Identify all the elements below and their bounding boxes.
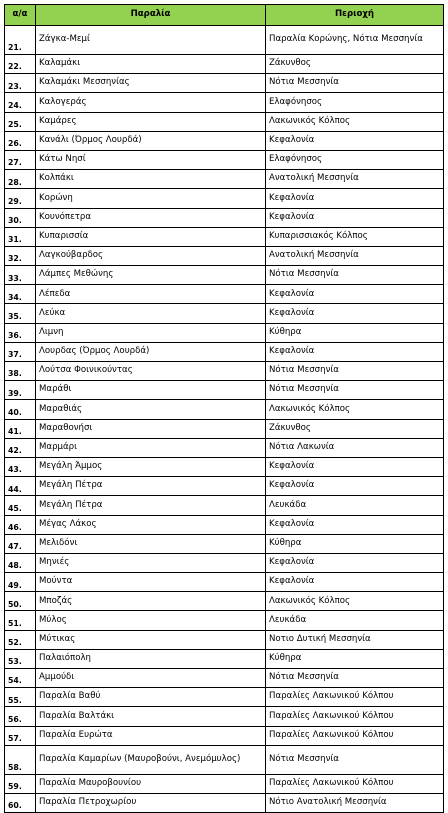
table-row (5, 688, 444, 707)
beach-name: Μύτικας (36, 630, 266, 649)
region-name: Ανατολική Μεσσηνία (266, 170, 444, 189)
table-row (5, 630, 444, 649)
table-row (5, 400, 444, 419)
beach-name: Παραλία Βαλτάκι (36, 707, 266, 726)
table-row (5, 438, 444, 457)
region-name: Νότια Μεσσηνία (266, 362, 444, 381)
beach-name: Μεγάλη Πέτρα (36, 477, 266, 496)
region-name: Νότια Μεσσηνία (266, 669, 444, 688)
row-number: 34. (5, 285, 36, 304)
beach-name: Καλογεράς (36, 93, 266, 112)
region-name: Λακωνικός Κόλπος (266, 112, 444, 131)
table-row (5, 496, 444, 515)
beach-name: Καλαμάκι (36, 55, 266, 74)
region-name: Λακωνικός Κόλπος (266, 400, 444, 419)
table-row (5, 131, 444, 150)
beach-name: Μαράθι (36, 381, 266, 400)
row-number: 51. (5, 611, 36, 630)
table-row (5, 745, 444, 774)
region-name: Κύθηρα (266, 649, 444, 668)
beach-name: Μελιδόνι (36, 534, 266, 553)
beach-name: Μούντα (36, 573, 266, 592)
table-row (5, 170, 444, 189)
table-row (5, 477, 444, 496)
row-number: 43. (5, 457, 36, 476)
table-row (5, 611, 444, 630)
beach-name: Λάμπες Μεθώνης (36, 266, 266, 285)
table-row (5, 362, 444, 381)
row-number: 37. (5, 342, 36, 361)
row-number: 52. (5, 630, 36, 649)
row-number: 29. (5, 189, 36, 208)
table-row (5, 304, 444, 323)
beach-table (4, 4, 444, 813)
row-number: 32. (5, 246, 36, 265)
table-row (5, 381, 444, 400)
row-number: 57. (5, 726, 36, 745)
table-row (5, 150, 444, 169)
region-name: Κεφαλονία (266, 131, 444, 150)
table-row (5, 266, 444, 285)
table-row (5, 55, 444, 74)
region-name: Παραλίες Λακωνικού Κόλπου (266, 688, 444, 707)
table-row (5, 246, 444, 265)
beach-name: Κάτω Νησί (36, 150, 266, 169)
row-number: 36. (5, 323, 36, 342)
row-number: 55. (5, 688, 36, 707)
table-row (5, 342, 444, 361)
row-number: 27. (5, 150, 36, 169)
table-row (5, 534, 444, 553)
region-name: Κύθηρα (266, 323, 444, 342)
beach-name: Λούτσα Φοινικούντας (36, 362, 266, 381)
table-row (5, 323, 444, 342)
region-name: Παραλίες Λακωνικού Κόλπου (266, 707, 444, 726)
row-number: 26. (5, 131, 36, 150)
row-number: 24. (5, 93, 36, 112)
table-row (5, 227, 444, 246)
beach-name: Μεγάλη Πέτρα (36, 496, 266, 515)
region-name: Νότια Μεσσηνία (266, 74, 444, 93)
row-number: 31. (5, 227, 36, 246)
region-name: Κεφαλονία (266, 208, 444, 227)
table-row (5, 93, 444, 112)
row-number: 35. (5, 304, 36, 323)
beach-name: Λέπεδα (36, 285, 266, 304)
table-row (5, 457, 444, 476)
row-number: 39. (5, 381, 36, 400)
beach-name: Καλαμάκι Μεσσηνίας (36, 74, 266, 93)
region-name: Ελαφόνησος (266, 150, 444, 169)
row-number: 28. (5, 170, 36, 189)
header-region: Περιοχή (266, 5, 444, 26)
row-number: 44. (5, 477, 36, 496)
region-name: Λευκάδα (266, 611, 444, 630)
table-row (5, 189, 444, 208)
beach-name: Μαραθονήσι (36, 419, 266, 438)
table-row (5, 26, 444, 55)
region-name: Νότια Μεσσηνία (266, 745, 444, 774)
region-name: Κεφαλονία (266, 515, 444, 534)
region-name: Παραλίες Λακωνικού Κόλπου (266, 774, 444, 793)
region-name: Κεφαλονία (266, 573, 444, 592)
beach-name: Κυπαρισσία (36, 227, 266, 246)
row-number: 60. (5, 793, 36, 812)
beach-name: Κουνόπετρα (36, 208, 266, 227)
row-number: 23. (5, 74, 36, 93)
beach-name: Μαραθιάς (36, 400, 266, 419)
table-row (5, 515, 444, 534)
region-name: Κεφαλονία (266, 342, 444, 361)
beach-name: Παλαιόπολη (36, 649, 266, 668)
table-row (5, 74, 444, 93)
row-number: 56. (5, 707, 36, 726)
row-number: 49. (5, 573, 36, 592)
row-number: 46. (5, 515, 36, 534)
beach-name: Λιμνη (36, 323, 266, 342)
row-number: 58. (5, 745, 36, 774)
table-row (5, 707, 444, 726)
region-name: Κεφαλονία (266, 189, 444, 208)
row-number: 25. (5, 112, 36, 131)
beach-name: Λαγκούβαρδος (36, 246, 266, 265)
region-name: Νότια Λακωνία (266, 438, 444, 457)
beach-name: Λουρδας (Όρμος Λουρδά) (36, 342, 266, 361)
table-row (5, 669, 444, 688)
header-number: α/α (5, 5, 36, 26)
beach-name: Μύλος (36, 611, 266, 630)
row-number: 53. (5, 649, 36, 668)
row-number: 42. (5, 438, 36, 457)
beach-name: Μηνιές (36, 553, 266, 572)
row-number: 48. (5, 553, 36, 572)
region-name: Νοτιο Δυτική Μεσσηνία (266, 630, 444, 649)
header-row (5, 5, 444, 26)
row-number: 40. (5, 400, 36, 419)
row-number: 54. (5, 669, 36, 688)
region-name: Ελαφόνησος (266, 93, 444, 112)
region-name: Νότιο Ανατολική Μεσσηνία (266, 793, 444, 812)
region-name: Λευκάδα (266, 496, 444, 515)
beach-name: Μαρμάρι (36, 438, 266, 457)
region-name: Κυπαρισσιακός Κόλπος (266, 227, 444, 246)
region-name: Ζάκυνθος (266, 55, 444, 74)
table-row (5, 285, 444, 304)
table-row (5, 774, 444, 793)
beach-name: Παραλία Μαυροβουνίου (36, 774, 266, 793)
row-number: 30. (5, 208, 36, 227)
table-body (5, 26, 444, 813)
beach-name: Ζάγκα-Μεμί (36, 26, 266, 55)
row-number: 38. (5, 362, 36, 381)
row-number: 45. (5, 496, 36, 515)
beach-name: Μποζάς (36, 592, 266, 611)
region-name: Ζάκυνθος (266, 419, 444, 438)
region-name: Νότια Μεσσηνία (266, 266, 444, 285)
beach-name: Λεύκα (36, 304, 266, 323)
beach-name: Καμάρες (36, 112, 266, 131)
region-name: Κεφαλονία (266, 553, 444, 572)
table-row (5, 726, 444, 745)
beach-name: Κορώνη (36, 189, 266, 208)
region-name: Κεφαλονία (266, 304, 444, 323)
beach-name: Μέγας Λάκος (36, 515, 266, 534)
region-name: Κεφαλονία (266, 457, 444, 476)
header-beach: Παραλία (36, 5, 266, 26)
beach-name: Παραλία Πετροχωρίου (36, 793, 266, 812)
region-name: Νότια Μεσσηνία (266, 381, 444, 400)
region-name: Λακωνικός Κόλπος (266, 592, 444, 611)
table-row (5, 793, 444, 812)
region-name: Κεφαλονία (266, 477, 444, 496)
beach-name: Κανάλι (Όρμος Λουρδά) (36, 131, 266, 150)
region-name: Παραλίες Λακωνικού Κόλπου (266, 726, 444, 745)
beach-name: Κολπάκι (36, 170, 266, 189)
beach-name: Αμμούδι (36, 669, 266, 688)
row-number: 41. (5, 419, 36, 438)
region-name: Κεφαλονία (266, 285, 444, 304)
beach-name: Παραλία Ευρώτα (36, 726, 266, 745)
table-row (5, 649, 444, 668)
row-number: 22. (5, 55, 36, 74)
region-name: Παραλία Κορώνης, Νότια Μεσσηνία (266, 26, 444, 55)
beach-name: Μεγάλη Άμμος (36, 457, 266, 476)
table-row (5, 573, 444, 592)
table-row (5, 592, 444, 611)
table-row (5, 208, 444, 227)
row-number: 59. (5, 774, 36, 793)
row-number: 33. (5, 266, 36, 285)
row-number: 21. (5, 26, 36, 55)
row-number: 47. (5, 534, 36, 553)
table-row (5, 419, 444, 438)
table-row (5, 553, 444, 572)
beach-name: Παραλία Καμαρίων (Μαυροβούνι, Ανεμόμυλος) (36, 745, 266, 774)
beach-name: Παραλία Βαθύ (36, 688, 266, 707)
region-name: Κύθηρα (266, 534, 444, 553)
region-name: Ανατολική Μεσσηνία (266, 246, 444, 265)
table-row (5, 112, 444, 131)
row-number: 50. (5, 592, 36, 611)
